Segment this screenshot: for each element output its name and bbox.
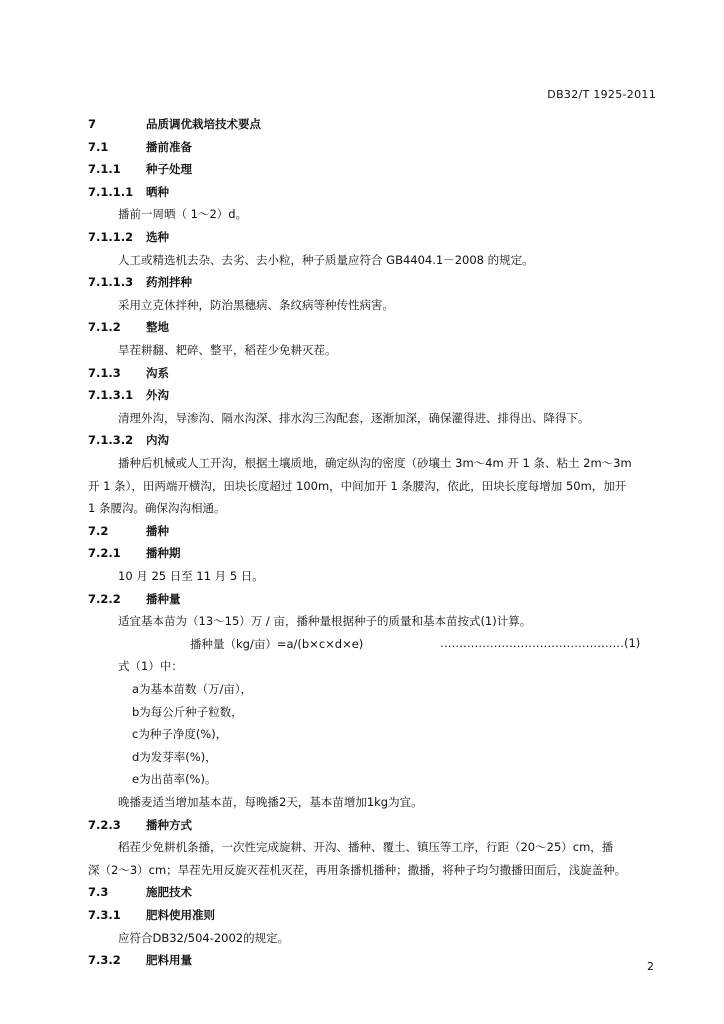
section-number: 7.1.2: [88, 320, 121, 335]
paragraph-line: b为每公斤种子粒数，: [132, 704, 243, 719]
section-title: 品质调优栽培技术要点: [146, 117, 261, 131]
section-number: 7: [88, 117, 97, 131]
section-number: 7.2: [88, 523, 109, 538]
paragraph-line: a为基本苗数（万/亩），: [132, 682, 253, 696]
section-number: 7.1.3.2: [88, 433, 134, 448]
section-title: 整地: [146, 320, 169, 335]
section-heading: [88, 432, 169, 448]
paragraph-line: 采用立克休拌种，防治黑穗病、条纹病等种传性病害。: [118, 297, 394, 312]
section-title: 沟系: [146, 365, 169, 380]
section-title: 肥料用量: [146, 953, 192, 968]
section-number: 7.1.1.2: [88, 230, 134, 244]
section-heading: [88, 229, 169, 245]
section-title: 选种: [146, 230, 169, 244]
section-heading: [88, 907, 215, 923]
section-heading: [88, 116, 261, 132]
paragraph-line: 应符合DB32/504-2002的规定。: [118, 930, 290, 945]
formula-leader-dots: …………………………………………(1): [440, 635, 641, 650]
paragraph-continuation: 1 条腰沟。确保沟沟相通。: [88, 501, 226, 516]
paragraph-line: d为发芽率(%)，: [132, 749, 217, 764]
section-title: 播种方式: [146, 817, 192, 832]
paragraph-line: 晚播麦适当增加基本苗，每晚播2天，基本苗增加1kg为宜。: [118, 795, 423, 809]
section-title: 播前准备: [146, 139, 192, 154]
section-number: 7.2.2: [88, 591, 121, 606]
section-number: 7.1.1: [88, 162, 121, 177]
section-number: 7.1.3.1: [88, 388, 134, 403]
section-title: 晒种: [146, 184, 169, 199]
section-heading: [88, 139, 192, 155]
section-heading: [88, 365, 169, 381]
section-heading: [88, 161, 192, 177]
section-number: 7.3: [88, 885, 109, 900]
section-title: 外沟: [146, 388, 169, 403]
section-heading: [88, 952, 192, 968]
section-heading: [88, 591, 181, 607]
paragraph-continuation: 深（2～3）cm；旱茬先用反旋灭茬机灭茬，再用条播机播种；撒播，将种子均匀撒播田面后，浅旋盖种。: [88, 862, 627, 877]
paragraph-line: c为种子净度(%)，: [132, 727, 228, 742]
section-title: 施肥技术: [146, 885, 192, 900]
formula-expression: 播种量（kg/亩）=a/(b×c×d×e): [190, 636, 364, 651]
paragraph-line: 10 月 25 日至 11 月 5 日。: [118, 569, 264, 583]
section-title: 播种量: [146, 591, 181, 606]
section-title: 内沟: [146, 433, 169, 448]
section-number: 7.1.3: [88, 365, 121, 380]
paragraph-line: 清理外沟，导渗沟、隔水沟深、排水沟三沟配套，逐渐加深，确保灌得进、排得出、降得下。: [118, 410, 590, 425]
paragraph-continuation: 开 1 条），田两端开横沟，田块长度超过 100m，中间加开 1 条腰沟，依此，田块长度每增加 50m，加开: [88, 478, 627, 493]
paragraph-line: 播前一周晒（ 1～2）d。: [118, 207, 248, 222]
section-title: 肥料使用准则: [146, 908, 215, 922]
paragraph-line: e为出苗率(%)。: [132, 772, 217, 787]
section-title: 种子处理: [146, 162, 192, 177]
paragraph-line: 播种后机械或人工开沟，根据土壤质地，确定纵沟的密度（砂壤土 3m～4m 开 1 条、粘土 2m～3m: [118, 456, 632, 470]
section-heading: [88, 387, 169, 403]
page-number: 2: [647, 960, 654, 973]
section-heading: [88, 184, 169, 200]
section-number: 7.3.2: [88, 953, 121, 968]
section-heading: [88, 817, 192, 833]
section-title: 药剂拌种: [146, 275, 192, 290]
section-title: 播种期: [146, 546, 181, 561]
section-number: 7.1: [88, 139, 109, 154]
paragraph-line: 式（1）中：: [118, 659, 183, 674]
section-number: 7.1.1.3: [88, 275, 134, 290]
section-heading: [88, 274, 192, 290]
document-id: DB32/T 1925-2011: [547, 88, 656, 101]
section-number: 7.1.1.1: [88, 184, 134, 199]
section-number: 7.2.1: [88, 546, 121, 561]
section-number: 7.2.3: [88, 817, 121, 832]
section-heading: [88, 319, 169, 335]
section-number: 7.3.1: [88, 908, 121, 922]
section-heading: [88, 545, 181, 561]
section-title: 播种: [146, 523, 169, 538]
paragraph-line: 适宜基本苗为（13～15）万 / 亩，播种量根据种子的质量和基本苗按式(1)计算。: [118, 614, 532, 629]
paragraph-line: 旱茬耕翻、耙碎、整平，稻茬少免耕灭茬。: [118, 343, 337, 357]
paragraph-line: 稻茬少免耕机条播，一次性完成旋耕、开沟、播种、覆土、镇压等工序，行距（20～25）cm，播: [118, 840, 614, 855]
paragraph-line: 人工或精选机去杂、去劣、去小粒，种子质量应符合 GB4404.1－2008 的规定。: [118, 252, 534, 267]
section-heading: [88, 884, 192, 900]
section-heading: [88, 523, 169, 539]
